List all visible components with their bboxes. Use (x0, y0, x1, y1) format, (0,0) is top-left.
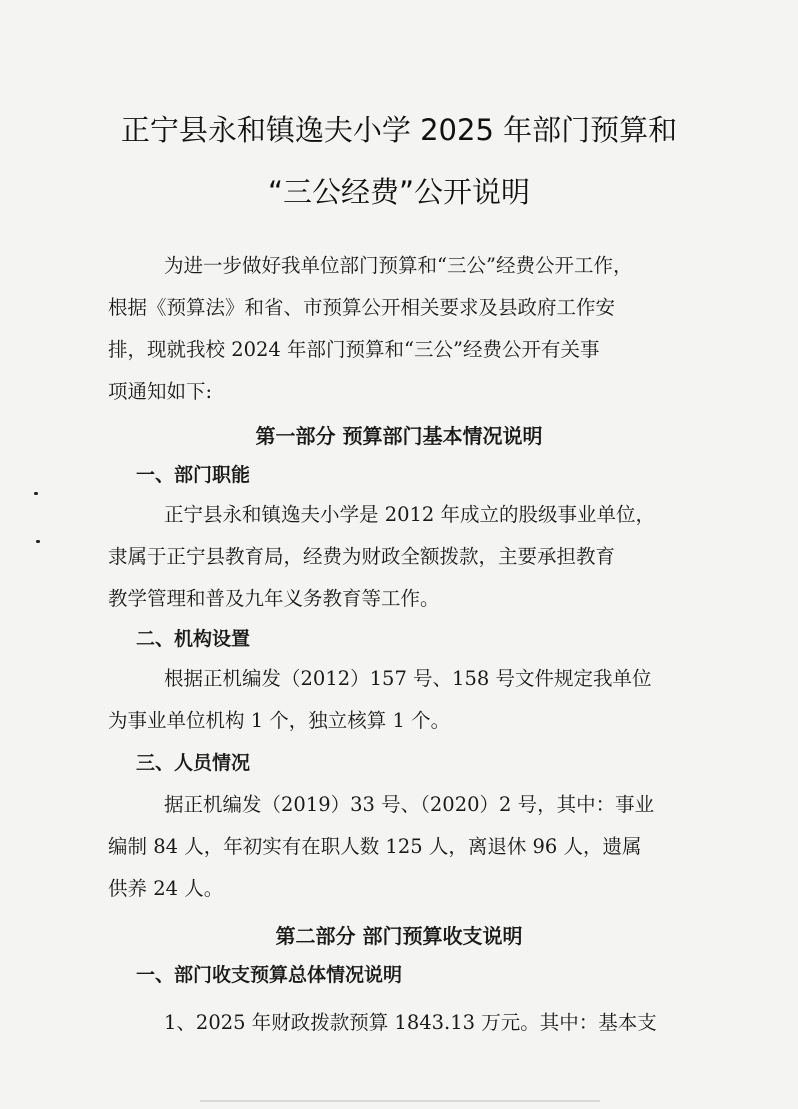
intro-paragraph (108, 245, 698, 413)
document-title-line-2: “三公经费”公开说明 (267, 175, 531, 209)
s3-heading: 三、人员情况 (136, 752, 251, 774)
p2s1-line: 1、2025 年财政拨款预算 1843.13 万元。其中：基本支 (164, 1011, 657, 1034)
scan-speck (34, 492, 38, 495)
s1-line: 正宁县永和镇逸夫小学是 2012 年成立的股级事业单位， (164, 503, 656, 526)
intro-line: 为进一步做好我单位部门预算和“三公”经费公开工作， (164, 254, 633, 277)
s2-heading: 二、机构设置 (136, 628, 251, 650)
document-title-line-1: 正宁县永和镇逸夫小学 2025 年部门预算和 (120, 113, 678, 147)
p2s1-paragraph (108, 1002, 698, 1044)
s1-heading: 一、部门职能 (136, 464, 251, 486)
s1-paragraph (108, 494, 698, 620)
s3-paragraph (108, 784, 698, 910)
s3-line: 编制 84 人，年初实有在职人数 125 人，离退休 96 人，遗属 (108, 835, 642, 858)
scan-speck (36, 540, 40, 543)
scan-edge-shadow (200, 1100, 600, 1102)
intro-line: 排，现就我校 2024 年部门预算和“三公”经费公开有关事 (108, 338, 600, 361)
s1-line: 隶属于正宁县教育局，经费为财政全额拨款，主要承担教育 (108, 545, 616, 568)
s3-line: 据正机编发（2019）33 号、（2020）2 号，其中：事业 (164, 793, 655, 816)
intro-line: 根据《预算法》和省、市预算公开相关要求及县政府工作安 (108, 296, 616, 319)
s2-line: 为事业单位机构 1 个，独立核算 1 个。 (108, 709, 451, 732)
s1-line: 教学管理和普及九年义务教育等工作。 (108, 587, 440, 610)
s2-paragraph (108, 658, 698, 742)
p2s1-heading: 一、部门收支预算总体情况说明 (136, 964, 403, 986)
intro-line: 项通知如下: (108, 380, 213, 403)
part2-heading: 第二部分 部门预算收支说明 (275, 924, 523, 948)
s2-line: 根据正机编发（2012）157 号、158 号文件规定我单位 (164, 667, 652, 690)
s3-line: 供养 24 人。 (108, 877, 224, 900)
part1-heading: 第一部分 预算部门基本情况说明 (255, 424, 543, 448)
